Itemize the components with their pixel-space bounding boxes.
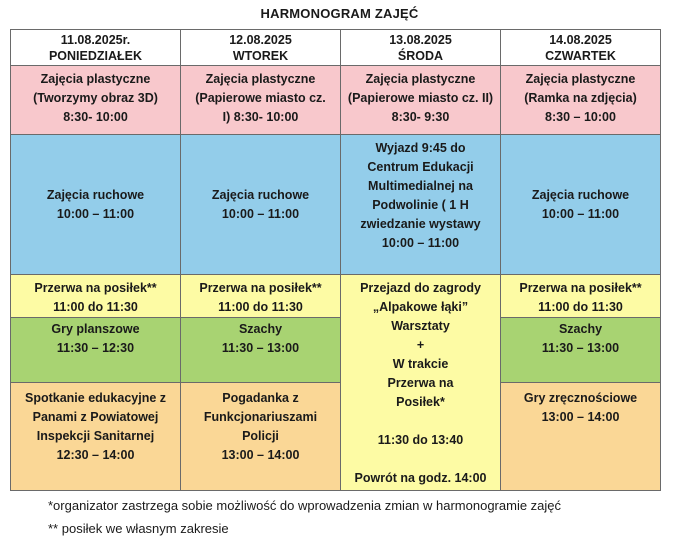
cell-line: Przejazd do zagrody (360, 281, 481, 295)
plastic-activity-cell (181, 66, 341, 135)
cell-line: Przerwa na (387, 376, 454, 390)
cell-line: Zajęcia ruchowe (46, 187, 145, 202)
cell-line: Zajęcia ruchowe (211, 187, 310, 202)
movement-activity-cell (501, 135, 661, 275)
cell-line: W trakcie (392, 357, 449, 371)
cell-line: (Papierowe miasto cz. (195, 91, 326, 105)
cell-line: 11:30 – 13:00 (541, 341, 620, 355)
cell-line: 11:30 – 12:30 (56, 341, 135, 355)
activity-cell (501, 318, 661, 383)
cell-line: Centrum Edukacji (367, 160, 474, 174)
spacer (341, 412, 500, 431)
cell-line: 11:00 do 11:30 (53, 300, 138, 314)
cell-line: Zajęcia plastyczne (40, 72, 151, 86)
cell-line: Gry planszowe (51, 322, 140, 336)
activity-cell (10, 318, 181, 383)
cell-line: 11:00 do 11:30 (218, 300, 303, 314)
header-day: PONIEDZIAŁEK (48, 48, 143, 63)
cell-line: Gry zręcznościowe (523, 391, 638, 405)
cell-line: „Alpakowe łąki” (372, 300, 469, 314)
cell-line: (Papierowe miasto cz. II) (347, 91, 494, 105)
header-day: CZWARTEK (545, 48, 616, 63)
schedule-title: HARMONOGRAM ZAJĘĆ (260, 6, 419, 21)
cell-line: + (416, 338, 425, 352)
footnote-organizer: *organizator zastrzega sobie możliwość do wprowadzenia zmian w harmonogramie zajęć (48, 498, 562, 513)
cell-line: Przerwa na posiłek** (519, 281, 642, 295)
plastic-activity-cell (10, 66, 181, 135)
footnotes (48, 494, 561, 540)
cell-line: Panami z Powiatowej (32, 410, 159, 424)
cell-line: 10:00 – 11:00 (221, 206, 300, 221)
plastic-activity-cell (341, 66, 501, 135)
cell-line: Posiłek* (396, 395, 445, 409)
activity-cell (10, 383, 181, 491)
cell-line: Inspekcji Sanitarnej (36, 429, 155, 443)
cell-line: Przerwa na posiłek** (34, 281, 157, 295)
cell-line: (Tworzymy obraz 3D) (33, 91, 158, 105)
cell-line: Pogadanka z (222, 391, 299, 405)
header-date: 13.08.2025 (389, 32, 452, 47)
header-wednesday (341, 29, 501, 66)
cell-line: 13:00 – 14:00 (221, 448, 300, 462)
activity-cell (181, 318, 341, 383)
header-date: 12.08.2025 (229, 32, 292, 47)
activity-cell (501, 383, 661, 491)
cell-line: Funkcjonariuszami (203, 410, 318, 424)
header-monday (10, 29, 181, 66)
header-thursday (501, 29, 661, 66)
cell-line: 8:30- 10:00 (63, 110, 128, 124)
cell-line: Zajęcia plastyczne (525, 72, 636, 86)
cell-line: 8:30- 9:30 (391, 110, 450, 124)
cell-line: Zajęcia plastyczne (365, 72, 476, 86)
cell-line: Warsztaty (391, 319, 450, 333)
header-date: 14.08.2025 (549, 32, 612, 47)
cell-line: Zajęcia plastyczne (205, 72, 316, 86)
activity-cell (181, 383, 341, 491)
spacer (341, 450, 500, 469)
schedule-table (10, 29, 661, 491)
cell-line: I) 8:30- 10:00 (222, 110, 299, 124)
cell-line: 11:30 do 13:40 (377, 433, 464, 447)
cell-line: 10:00 – 11:00 (56, 206, 135, 221)
cell-line: 8:30 – 10:00 (545, 110, 616, 124)
cell-line: (Ramka na zdjęcia) (524, 91, 637, 105)
cell-line: 13:00 – 14:00 (541, 410, 620, 424)
cell-line: 12:30 – 14:00 (56, 448, 135, 462)
header-day: ŚRODA (397, 48, 444, 63)
cell-line: 10:00 – 11:00 (381, 236, 460, 250)
cell-line: 11:30 – 13:00 (221, 341, 300, 355)
cell-line: Multimedialnej na (368, 179, 473, 193)
header-day: WTOREK (232, 48, 289, 63)
meal-break-cell (501, 275, 661, 318)
header-tuesday (181, 29, 341, 66)
cell-line: Podwolinie ( 1 H (372, 198, 469, 212)
movement-activity-cell (181, 135, 341, 275)
cell-line: 10:00 – 11:00 (541, 206, 620, 221)
meal-break-cell (181, 275, 341, 318)
cell-line: Szachy (558, 322, 603, 336)
meal-break-cell (10, 275, 181, 318)
footnote-meal: ** posiłek we własnym zakresie (48, 521, 229, 536)
cell-line: Szachy (238, 322, 283, 336)
cell-line: Wyjazd 9:45 do (375, 141, 466, 155)
header-date: 11.08.2025r. (60, 32, 131, 47)
cell-line: Powrót na godz. 14:00 (354, 471, 487, 485)
cell-line: Policji (242, 429, 279, 443)
plastic-activity-cell (501, 66, 661, 135)
farm-trip-cell (341, 275, 501, 491)
cell-line: Zajęcia ruchowe (531, 187, 630, 202)
trip-activity-cell (341, 135, 501, 275)
cell-line: zwiedzanie wystawy (360, 217, 481, 231)
cell-line: Spotkanie edukacyjne z (24, 391, 167, 405)
movement-activity-cell (10, 135, 181, 275)
cell-line: Przerwa na posiłek** (199, 281, 322, 295)
cell-line: 11:00 do 11:30 (538, 300, 623, 314)
